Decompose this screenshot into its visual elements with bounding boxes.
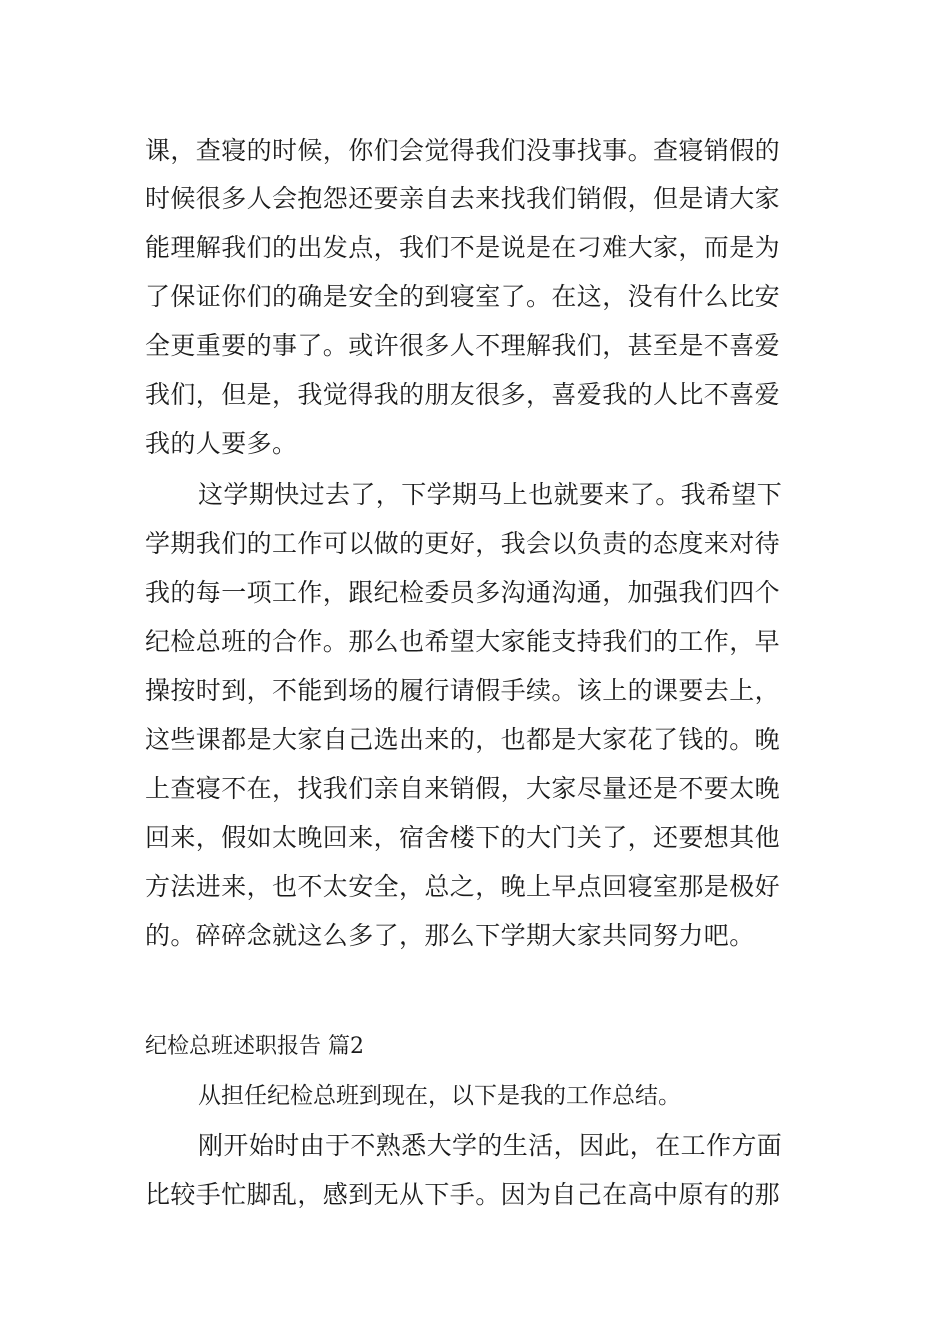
text-line: 的。碎碎念就这么多了，那么下学期大家共同努力吧。 (145, 921, 755, 950)
text-line: 这学期快过去了，下学期马上也就要来了。我希望下 (198, 480, 783, 509)
intro-sentence: 从担任纪检总班到现在，以下是我的工作总结。 (198, 1083, 681, 1109)
text-line: 全更重要的事了。或许很多人不理解我们，甚至是不喜爱 (145, 331, 781, 360)
text-line: 我们，但是，我觉得我的朋友很多，喜爱我的人比不喜爱 (145, 380, 781, 409)
text-line: 了保证你们的确是安全的到寝室了。在这，没有什么比安 (145, 282, 781, 311)
text-line: 回来，假如太晚回来，宿舍楼下的大门关了，还要想其他 (145, 823, 781, 852)
text-line: 比较手忙脚乱，感到无从下手。因为自己在高中原有的那 (145, 1180, 781, 1209)
text-line: 能理解我们的出发点，我们不是说是在刁难大家，而是为 (145, 233, 781, 262)
text-line: 方法进来，也不太安全，总之，晚上早点回寝室那是极好 (145, 872, 781, 901)
text-line: 这些课都是大家自己选出来的，也都是大家花了钱的。晚 (145, 725, 781, 754)
text-line: 上查寝不在，找我们亲自来销假，大家尽量还是不要太晚 (145, 774, 781, 803)
text-line: 刚开始时由于不熟悉大学的生活，因此，在工作方面 (198, 1131, 783, 1160)
text-line: 操按时到，不能到场的履行请假手续。该上的课要去上， (145, 676, 781, 705)
text-line: 我的每一项工作，跟纪检委员多沟通沟通，加强我们四个 (145, 578, 781, 607)
text-line: 纪检总班的合作。那么也希望大家能支持我们的工作，早 (145, 627, 781, 656)
text-line: 我的人要多。 (145, 429, 298, 458)
section-heading: 纪检总班述职报告 篇2 (145, 1034, 364, 1059)
text-line: 时候很多人会抱怨还要亲自去来找我们销假，但是请大家 (145, 184, 781, 213)
text-line: 学期我们的工作可以做的更好，我会以负责的态度来对待 (145, 529, 781, 558)
text-line: 课，查寝的时候，你们会觉得我们没事找事。查寝销假的 (145, 136, 781, 165)
